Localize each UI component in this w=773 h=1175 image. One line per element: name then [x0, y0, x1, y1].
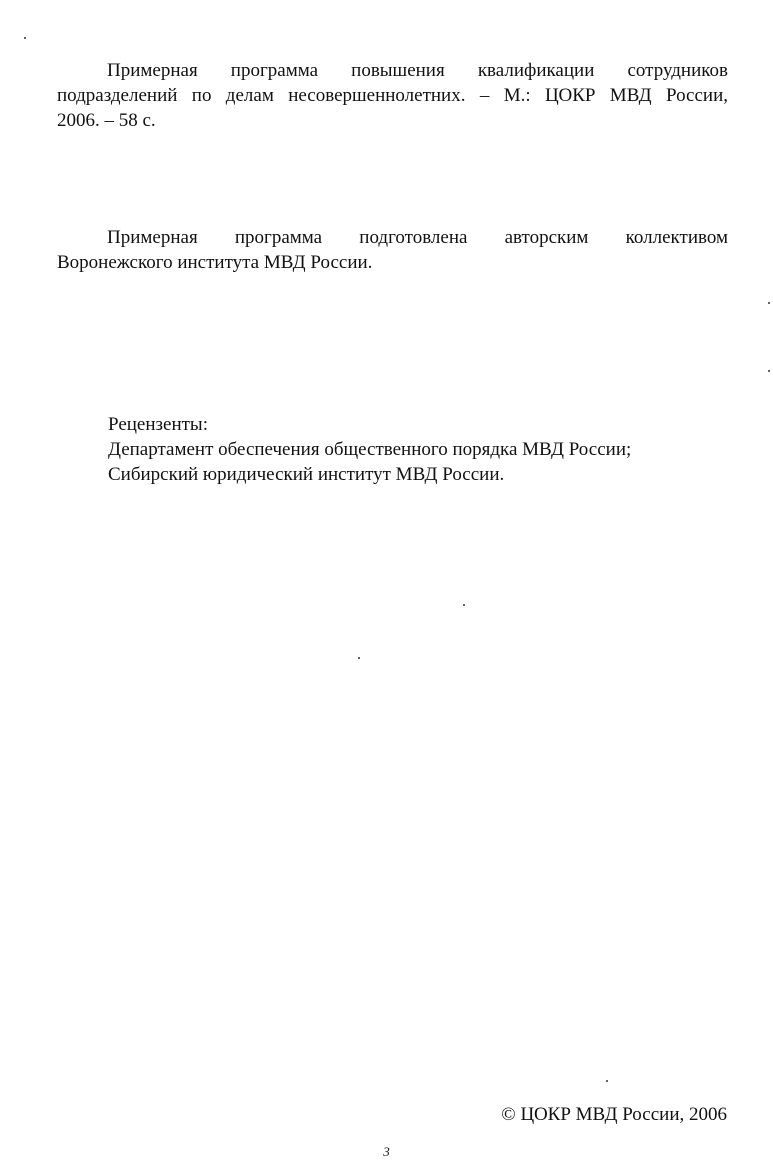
copyright-notice: © ЦОКР МВД России, 2006 [501, 1104, 727, 1125]
reviewer-item: Сибирский юридический институт МВД России. [108, 464, 505, 485]
authors-line-1: Примерная программа подготовлена авторским коллективом [107, 227, 728, 248]
scan-speck [463, 604, 465, 606]
scan-speck [358, 657, 360, 659]
scan-speck [768, 370, 770, 372]
page-number: 3 [383, 1144, 390, 1159]
bib-line-2: подразделений по делам несовершеннолетних. – М.: ЦОКР МВД России, [57, 85, 728, 106]
reviewers-heading: Рецензенты: [108, 414, 208, 435]
bib-line-1: Примерная программа повышения квалификации сотрудников [107, 60, 728, 81]
reviewer-item: Департамент обеспечения общественного порядка МВД России; [108, 439, 632, 460]
reviewers-block [108, 412, 748, 487]
scan-speck [606, 1080, 608, 1082]
bibliographic-record [57, 58, 728, 133]
bib-line-3: 2006. – 58 с. [57, 110, 156, 131]
authors-note [57, 225, 728, 275]
authors-line-2: Воронежского института МВД России. [57, 252, 373, 273]
scan-speck [24, 37, 26, 39]
scan-speck [768, 302, 770, 304]
